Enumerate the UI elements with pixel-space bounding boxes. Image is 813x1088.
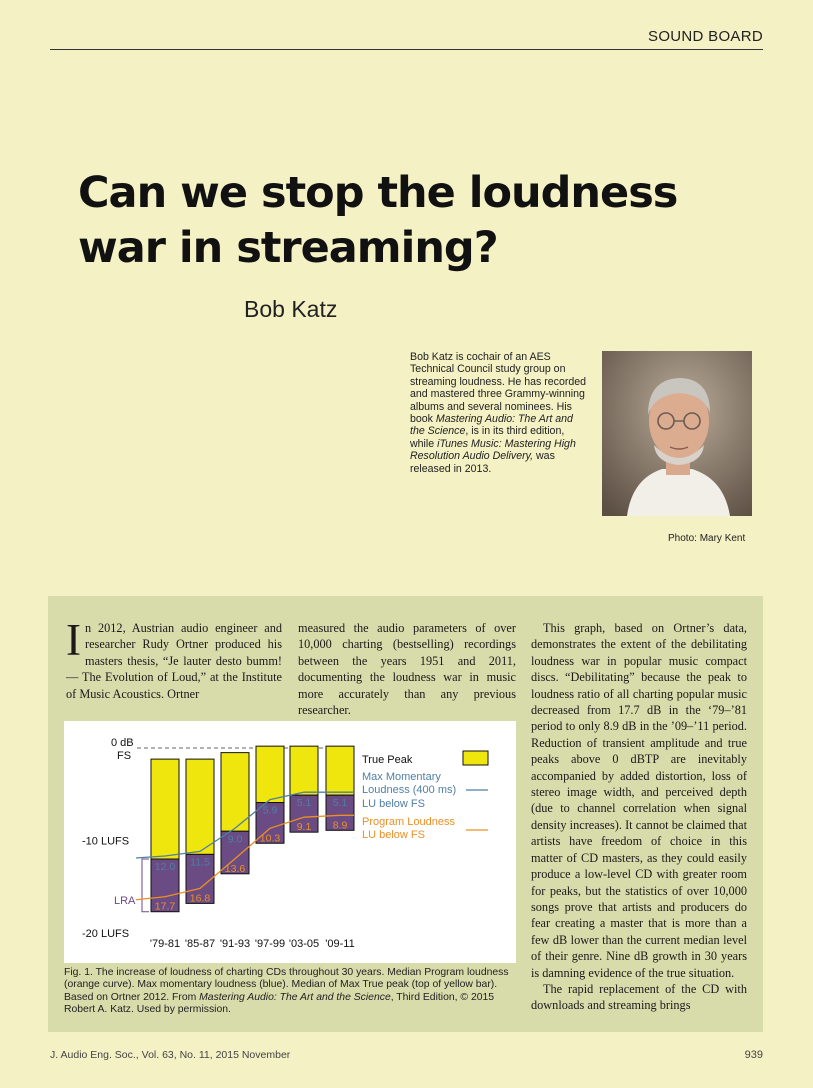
max-momentary-label: 11.5	[190, 856, 210, 869]
legend-true-peak-swatch	[463, 751, 488, 765]
max-momentary-label: 12.0	[154, 861, 176, 873]
legend-max-3: LU below FS	[362, 798, 425, 810]
legend-max-1: Max Momentary	[362, 771, 441, 783]
title-line-2: war in streaming?	[78, 223, 498, 273]
x-tick-label: '85-87	[184, 938, 216, 950]
caption-text-1: Fig. 1. The increase of loudness of charting CDs throughout 30 years. Median Program loudness (orange curve). Max momentary loudness (blue). Median of Max True peak (top of yellow bar). Based on Ortner 2012. From	[64, 967, 509, 1003]
col1-text: n 2012, Austrian audio engineer and researcher Rudy Ortner produced his masters thesis, “Je lauter desto bumm! — The Evolution of Loud,” at the Institute of Music Acoustics. Ortner	[66, 621, 282, 701]
program-loudness-label: 17.7	[154, 900, 176, 913]
col2-text: measured the audio parameters of over 10,000 charting (bestselling) recordings between the years 1951 and 2011, documenting the loudness war in music more accurately than any previous researcher.	[298, 621, 516, 718]
bio-book-1: Mastering Audio: The Art and the Science	[410, 413, 573, 438]
max-momentary-label: 5.9	[262, 804, 278, 817]
legend-prog-2: LU below FS	[362, 829, 425, 841]
page-number: 939	[744, 1049, 763, 1061]
max-momentary-label: 5.1	[332, 797, 348, 810]
col3-paragraph-1: This graph, based on Ortner’s data, demonstrates the extent of the debilitating loudness war in popular music compact discs. “Debilitating” because the peak to loudness ratio of all charting popular music decreased from 17.7 dB in the ‘79–’81 period to only 8.9 dB in the ’09–’11 period. Reduction of transient amplitude and true peaks above 0 dBTP are inevitably accompanied by added distortion, loss of stereo image width, and perceived depth (due to channel correlation when signal density increases). It cannot be claimed that artists have freedom of choice in this matter of CD masters, as they could easily produce a low-level CD with greater room for peaks, but the statistics of over 10,000 songs prove that artists and producers do fear creating a master that is more than a few dB lower than the current median level of their genre. Nine dB growth in 30 years is damning evidence of the true situation.	[531, 621, 747, 980]
program-loudness-label: 16.8	[189, 892, 211, 905]
x-tick-label: '97-99	[254, 938, 286, 950]
x-tick-label: '91-93	[219, 938, 251, 950]
x-tick-label: '79-81	[149, 938, 181, 950]
header-rule	[50, 49, 763, 50]
program-loudness-label: 8.9	[332, 819, 348, 832]
program-loudness-label: 10.3	[259, 832, 281, 845]
journal-citation: J. Audio Eng. Soc., Vol. 63, No. 11, 2015 November	[50, 1049, 291, 1061]
peak-bar	[186, 759, 214, 854]
program-loudness-label: 9.1	[296, 821, 312, 834]
bio-text-3: was released in 2013.	[410, 450, 555, 475]
peak-bar	[256, 746, 284, 802]
y-label-20lufs: -20 LUFS	[82, 928, 130, 940]
legend-max-2: Loudness (400 ms)	[362, 784, 457, 796]
col3-paragraph-2: The rapid replacement of the CD with downloads and streaming brings	[531, 981, 747, 1013]
peak-bar	[326, 746, 354, 795]
bio-book-2: iTunes Music: Mastering High Resolution Audio Delivery,	[410, 437, 576, 463]
legend-true-peak: True Peak	[362, 754, 413, 766]
x-tick-label: '09-11	[325, 938, 355, 950]
y-label-10lufs: -10 LUFS	[82, 835, 130, 848]
y-label-fs: FS	[117, 750, 132, 762]
author-bio	[410, 351, 590, 475]
photo-credit: Photo: Mary Kent	[668, 533, 746, 544]
x-tick-label: '03-05	[288, 938, 320, 950]
legend-prog-1: Program Loudness	[362, 816, 455, 828]
bio-text-1: Bob Katz is cochair of an AES Technical Council study group on streaming loudness. He has recorded and mastered three Grammy-winning albums and several nominees. His book	[410, 351, 587, 426]
loudness-chart	[64, 721, 516, 963]
y-label-0db: 0 dB	[111, 737, 134, 749]
title-line-1: Can we stop the loudness	[78, 168, 678, 218]
caption-book: Mastering Audio: The Art and the Science	[199, 991, 391, 1003]
peak-bar	[151, 759, 179, 859]
drop-cap: I	[66, 615, 81, 665]
lra-label: LRA	[114, 895, 136, 907]
peak-bar	[290, 746, 318, 795]
author-photo	[602, 351, 752, 516]
body-column-2	[298, 620, 516, 718]
bio-text-2: , is in its third edition, while	[410, 425, 565, 450]
body-column-1	[66, 615, 282, 702]
caption-text-2: , Third Edition, © 2015 Robert A. Katz. Used by permission.	[64, 991, 495, 1016]
author-name: Bob Katz	[244, 296, 338, 322]
max-momentary-label: 5.1	[296, 797, 312, 810]
program-loudness-label: 13.6	[224, 862, 246, 875]
body-column-3	[531, 620, 747, 1014]
section-label: SOUND BOARD	[648, 28, 763, 45]
lra-bracket	[142, 859, 149, 912]
figure-caption	[64, 967, 516, 1017]
article-title	[78, 166, 758, 276]
max-momentary-label: 9.0	[227, 833, 243, 846]
